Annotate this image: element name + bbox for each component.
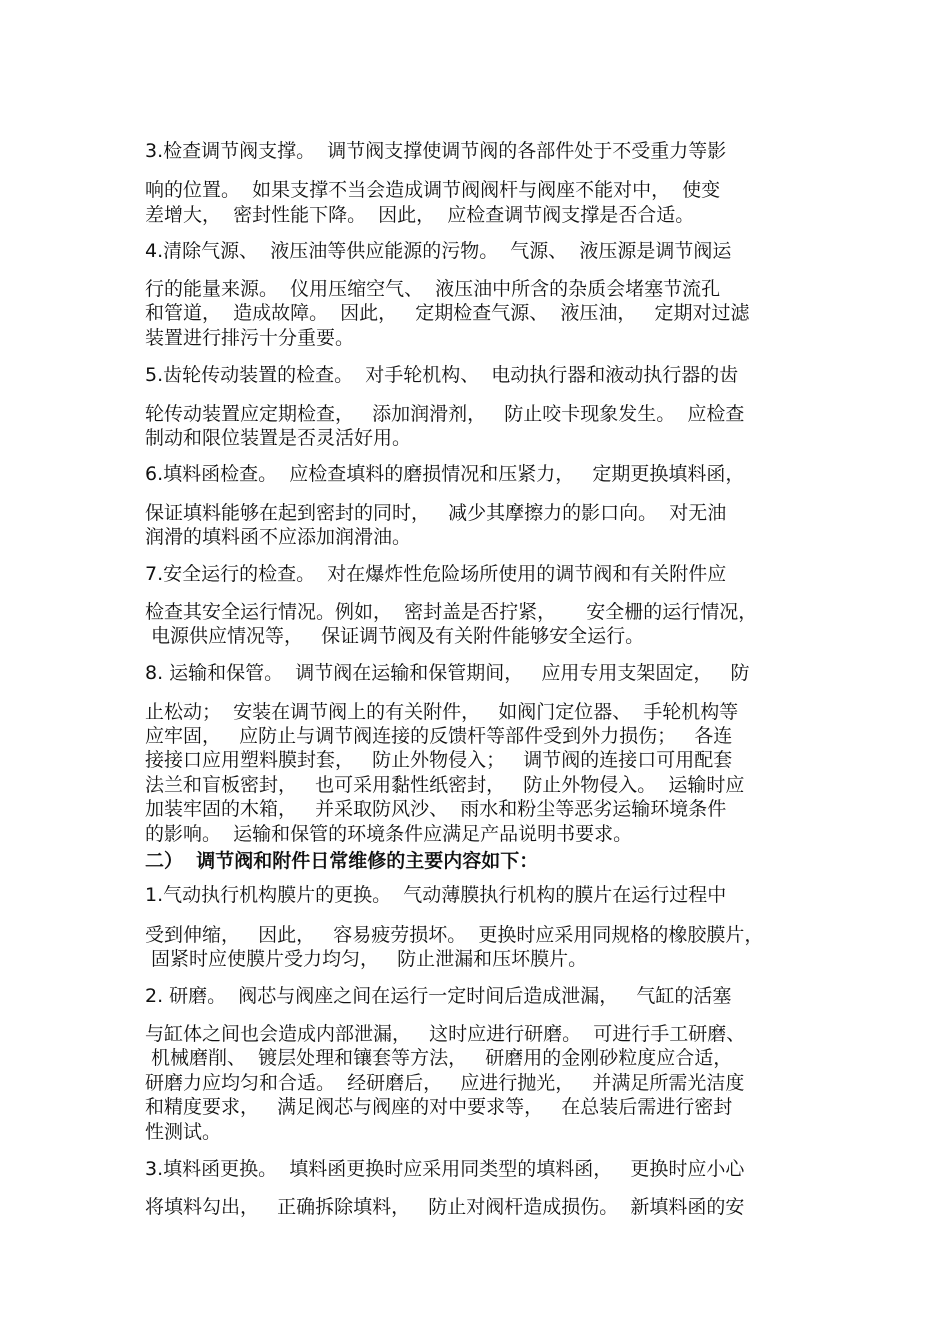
text-line: 将填料勾出， 正确拆除填料， 防止对阀杆造成损伤。 新填料函的安 <box>145 1196 745 1218</box>
text-line: 行的能量来源。 仪用压缩空气、 液压油中所含的杂质会堵塞节流孔 <box>145 278 721 300</box>
text-line: 装置进行排污十分重要。 <box>145 327 355 349</box>
text-line: 加装牢固的木箱， 并采取防风沙、 雨水和粉尘等恶劣运输环境条件 <box>145 798 727 820</box>
text-line: 电源供应情况等， 保证调节阀及有关附件能够安全运行。 <box>145 625 645 647</box>
text-line: 8. 运输和保管。 调节阀在运输和保管期间， 应用专用支架固定， 防 <box>145 662 750 684</box>
text-line: 润滑的填料函不应添加润滑油。 <box>145 526 412 548</box>
text-line: 1.气动执行机构膜片的更换。 气动薄膜执行机构的膜片在运行过程中 <box>145 884 727 906</box>
text-line: 应牢固， 应防止与调节阀连接的反馈杆等部件受到外力损伤； 各连 <box>145 725 733 747</box>
text-line: 和管道， 造成故障。 因此， 定期检查气源、 液压油， 定期对过滤 <box>145 302 750 324</box>
text-line: 与缸体之间也会造成内部泄漏， 这时应进行研磨。 可进行手工研磨、 <box>145 1023 746 1045</box>
text-line: 机械磨削、 镀层处理和镶套等方法， 研磨用的金刚砂粒度应合适， <box>145 1047 733 1069</box>
text-line: 的影响。 运输和保管的环境条件应满足产品说明书要求。 <box>145 823 633 845</box>
text-line: 2. 研磨。 阀芯与阀座之间在运行一定时间后造成泄漏， 气缸的活塞 <box>145 985 732 1007</box>
text-line: 差增大， 密封性能下降。 因此， 应检查调节阀支撑是否合适。 <box>145 204 695 226</box>
text-line: 6.填料函检查。 应检查填料的磨损情况和压紧力， 定期更换填料函， <box>145 463 745 485</box>
text-line: 保证填料能够在起到密封的同时， 减少其摩擦力的影口向。 对无油 <box>145 502 727 524</box>
text-line: 法兰和盲板密封， 也可采用黏性纸密封， 防止外物侵入。 运输时应 <box>145 774 745 796</box>
text-line: 轮传动装置应定期检查， 添加润滑剂， 防止咬卡现象发生。 应检查 <box>145 403 745 425</box>
text-line: 接接口应用塑料膜封套， 防止外物侵入； 调节阀的连接口可用配套 <box>145 749 733 771</box>
text-line: 制动和限位装置是否灵活好用。 <box>145 427 412 449</box>
text-line: 检查其安全运行情况。例如， 密封盖是否拧紧， 安全栅的运行情况， <box>145 601 758 623</box>
text-line: 7.安全运行的检查。 对在爆炸性危险场所使用的调节阀和有关附件应 <box>145 563 727 585</box>
text-line: 3.填料函更换。 填料函更换时应采用同类型的填料函， 更换时应小心 <box>145 1158 745 1180</box>
text-line: 5.齿轮传动装置的检查。 对手轮机构、 电动执行器和液动执行器的齿 <box>145 364 739 386</box>
text-line: 受到伸缩， 因此， 容易疲劳损坏。 更换时应采用同规格的橡胶膜片， <box>145 924 764 946</box>
text-line: 和精度要求， 满足阀芯与阀座的对中要求等， 在总装后需进行密封 <box>145 1096 733 1118</box>
text-line: 研磨力应均匀和合适。 经研磨后， 应进行抛光， 并满足所需光洁度 <box>145 1072 745 1094</box>
text-line: 3.检查调节阀支撑。 调节阀支撑使调节阀的各部件处于不受重力等影 <box>145 140 727 162</box>
section-heading: 二） 调节阀和附件日常维修的主要内容如下： <box>145 850 539 872</box>
text-line: 止松动； 安装在调节阀上的有关附件， 如阀门定位器、 手轮机构等 <box>145 701 739 723</box>
text-line: 性测试。 <box>145 1121 222 1143</box>
text-line: 4.清除气源、 液压油等供应能源的污物。 气源、 液压源是调节阀运 <box>145 240 732 262</box>
text-line: 响的位置。 如果支撑不当会造成调节阀阀杆与阀座不能对中， 使变 <box>145 179 721 201</box>
text-line: 固紧时应使膜片受力均匀， 防止泄漏和压坏膜片。 <box>145 948 588 970</box>
